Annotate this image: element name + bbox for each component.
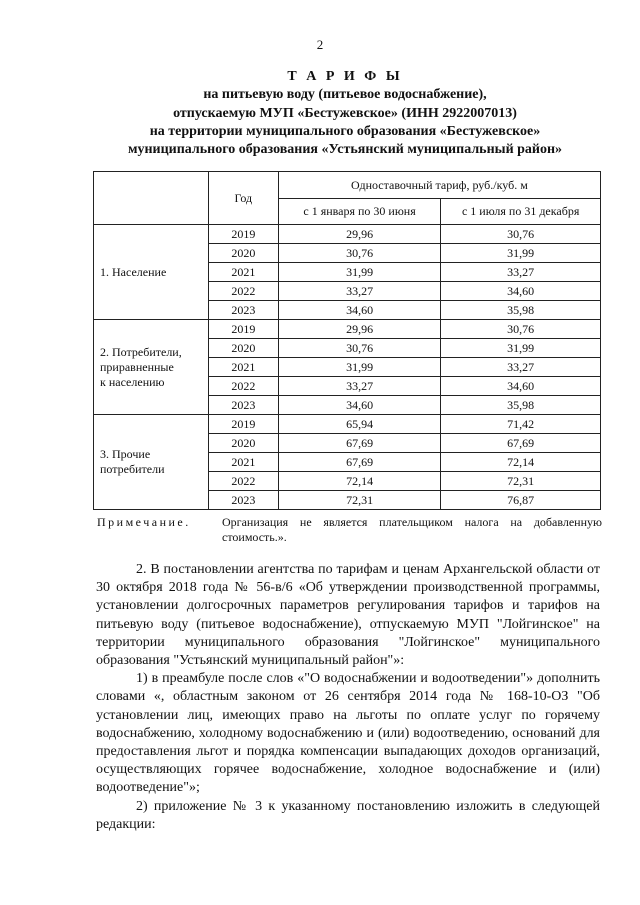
- group-label: [94, 320, 209, 415]
- cell-year: 2023: [208, 491, 278, 510]
- cell-tariff-h1: 29,96: [278, 320, 441, 339]
- group-label: [94, 415, 209, 510]
- cell-year: 2021: [208, 263, 278, 282]
- cell-tariff-h1: 30,76: [278, 244, 441, 263]
- cell-tariff-h2: 33,27: [441, 263, 601, 282]
- cell-year: 2022: [208, 472, 278, 491]
- cell-tariff-h1: 65,94: [278, 415, 441, 434]
- group-label-line: к населению: [100, 374, 165, 389]
- document-title: [0, 68, 640, 159]
- title-line: Т А Р И Ф Ы: [287, 69, 403, 84]
- cell-tariff-h2: 31,99: [441, 244, 601, 263]
- group-label-line: приравненные: [100, 359, 174, 374]
- cell-tariff-h2: 33,27: [441, 358, 601, 377]
- cell-tariff-h2: 35,98: [441, 396, 601, 415]
- cell-tariff-h2: 30,76: [441, 320, 601, 339]
- cell-year: 2022: [208, 282, 278, 301]
- cell-tariff-h1: 67,69: [278, 453, 441, 472]
- table-row: [94, 225, 601, 244]
- cell-tariff-h1: 34,60: [278, 396, 441, 415]
- cell-year: 2023: [208, 301, 278, 320]
- cell-tariff-h2: 34,60: [441, 377, 601, 396]
- cell-tariff-h1: 30,76: [278, 339, 441, 358]
- note-label: Примечание.: [97, 515, 191, 529]
- cell-tariff-h2: 30,76: [441, 225, 601, 244]
- header-tariff: Одноставочный тариф, руб./куб. м: [278, 172, 600, 199]
- title-line: отпускаемую МУП «Бестужевское» (ИНН 2922007013): [173, 105, 517, 121]
- tariff-table: [93, 171, 601, 510]
- cell-tariff-h1: 33,27: [278, 282, 441, 301]
- cell-year: 2019: [208, 415, 278, 434]
- cell-tariff-h1: 31,99: [278, 358, 441, 377]
- paragraph: 2) приложение № 3 к указанному постановлению изложить в следующей редакции:: [96, 798, 600, 832]
- cell-year: 2019: [208, 320, 278, 339]
- cell-tariff-h2: 71,42: [441, 415, 601, 434]
- paragraph: 2. В постановлении агентства по тарифам и ценам Архангельской области от 30 октября 2018 года № 56-в/6 «Об утверждении производственной программы, установлении долгосрочных параметров регулирования тарифов и тарифов на питьевую воду (питьевое водоснабжение), отпускаемую МУП "Лойгинское" на территории муниципального образования "Лойгинское" муниципального образования "Устьянский муниципальный район"»:: [96, 562, 600, 669]
- cell-tariff-h1: 67,69: [278, 434, 441, 453]
- group-label-line: 3. Прочие: [100, 447, 151, 461]
- cell-tariff-h1: 29,96: [278, 225, 441, 244]
- cell-tariff-h2: 35,98: [441, 301, 601, 320]
- cell-tariff-h2: 76,87: [441, 491, 601, 510]
- cell-year: 2021: [208, 453, 278, 472]
- table-row: [94, 415, 601, 434]
- paragraph: 1) в преамбуле после слов «"О водоснабжении и водоотведении"» дополнить словами «, областным законом от 26 сентября 2014 года № 168-10-ОЗ "Об установлении лиц, имеющих право на льготы по оплате услуг по горячему водоснабжению, холодному водоснабжению и (или) водоотведению, оснований для предоставления льгот и порядка компенсации выпадающих доходов организаций, осуществляющих горячее водоснабжение, холодное водоснабжение и (или) водоотведение"»;: [96, 671, 600, 796]
- cell-year: 2020: [208, 339, 278, 358]
- table-row: [94, 320, 601, 339]
- cell-tariff-h2: 72,31: [441, 472, 601, 491]
- title-line: на питьевую воду (питьевое водоснабжение),: [203, 87, 487, 103]
- cell-tariff-h1: 31,99: [278, 263, 441, 282]
- title-line: муниципального образования «Устьянский муниципальный район»: [127, 142, 563, 158]
- cell-tariff-h2: 34,60: [441, 282, 601, 301]
- cell-year: 2021: [208, 358, 278, 377]
- cell-tariff-h1: 72,14: [278, 472, 441, 491]
- cell-year: 2020: [208, 244, 278, 263]
- cell-tariff-h2: 67,69: [441, 434, 601, 453]
- title-line: на территории муниципального образования «Бестужевское»: [149, 123, 541, 139]
- cell-year: 2022: [208, 377, 278, 396]
- cell-tariff-h1: 72,31: [278, 491, 441, 510]
- cell-year: 2023: [208, 396, 278, 415]
- body-text: [96, 561, 600, 834]
- header-empty-cell: [94, 172, 209, 225]
- cell-tariff-h1: 33,27: [278, 377, 441, 396]
- header-first-half: с 1 января по 30 июня: [278, 199, 441, 225]
- group-label: 1. Население: [94, 225, 209, 320]
- header-second-half: с 1 июля по 31 декабря: [441, 199, 601, 225]
- cell-year: 2020: [208, 434, 278, 453]
- group-label-line: потребители: [100, 462, 165, 476]
- cell-tariff-h1: 34,60: [278, 301, 441, 320]
- group-label-line: 2. Потребители,: [100, 344, 182, 359]
- page-number: 2: [316, 37, 324, 52]
- note-text: Организация не является плательщиком налога на добавленную стоимость.».: [222, 515, 602, 544]
- cell-year: 2019: [208, 225, 278, 244]
- cell-tariff-h2: 72,14: [441, 453, 601, 472]
- header-year: Год: [208, 172, 278, 225]
- table-header-row: [94, 172, 601, 199]
- cell-tariff-h2: 31,99: [441, 339, 601, 358]
